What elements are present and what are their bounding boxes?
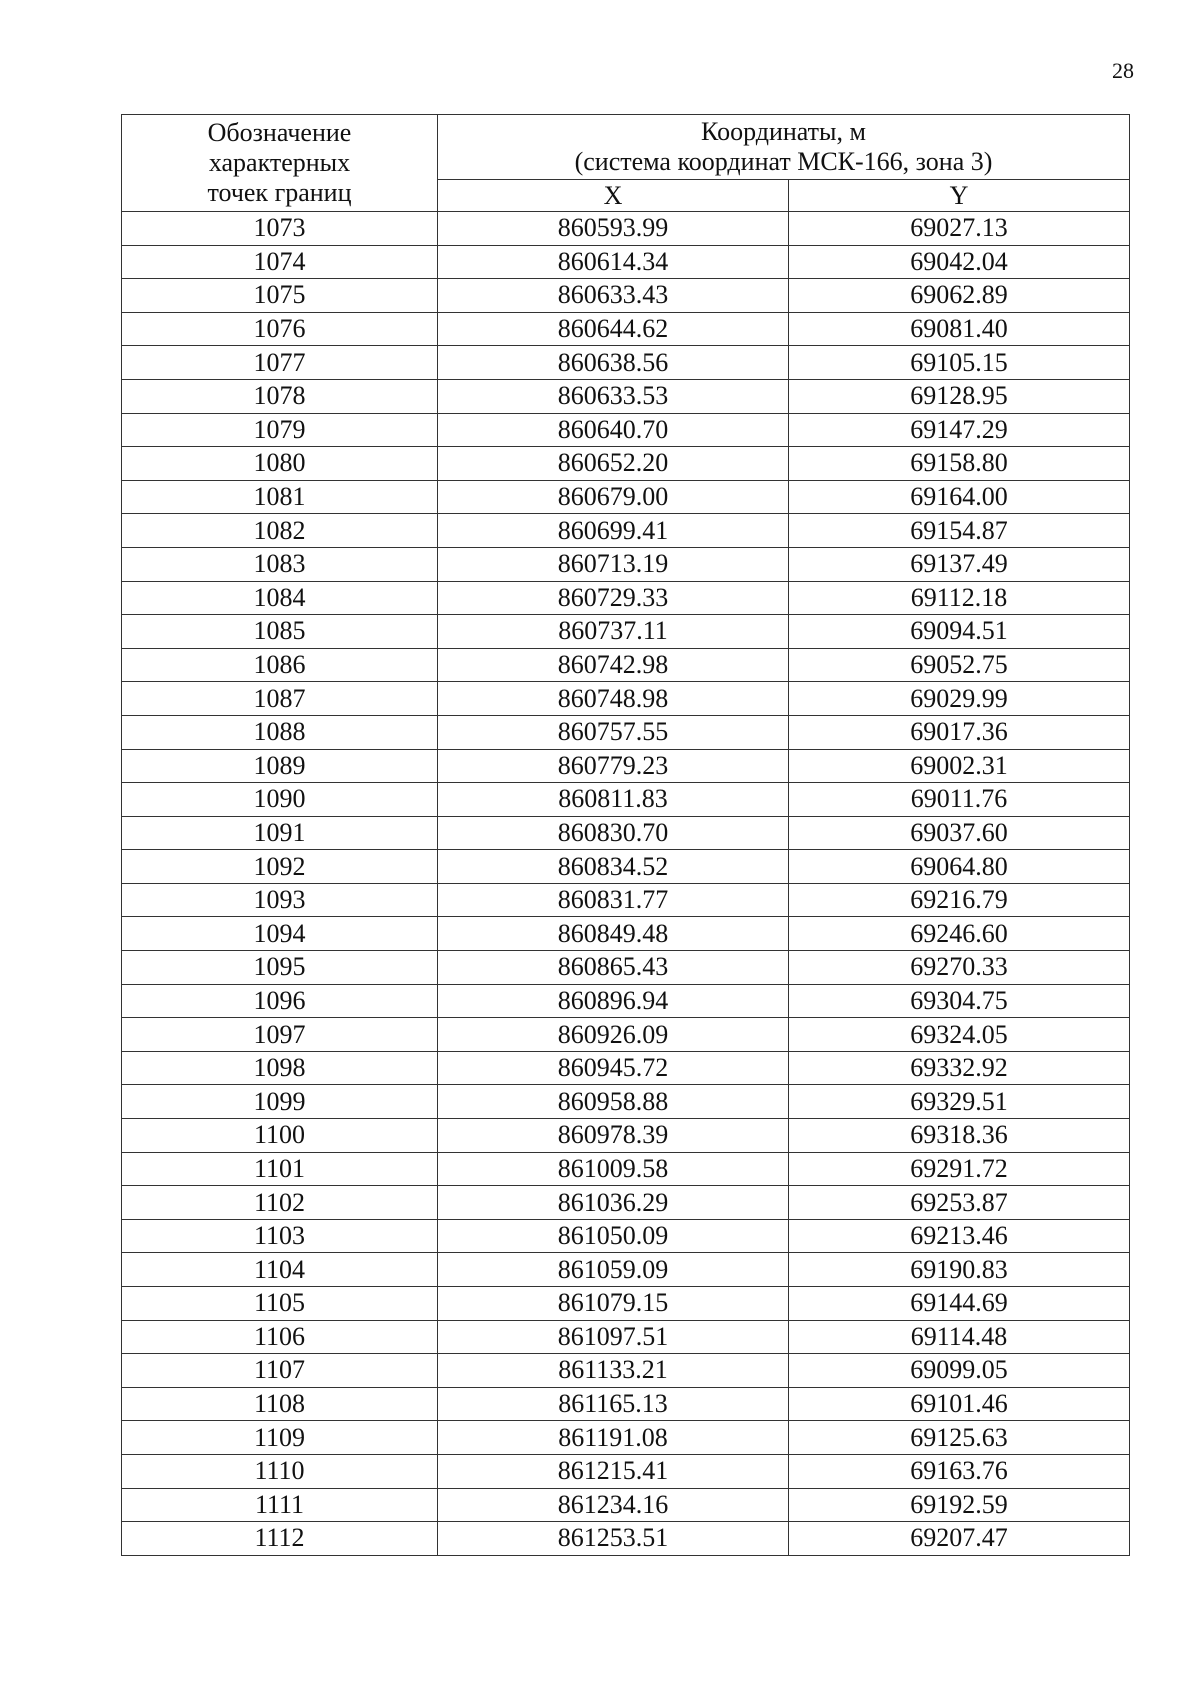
point-id-cell: 1105 bbox=[122, 1287, 438, 1321]
point-id-cell: 1098 bbox=[122, 1051, 438, 1085]
point-id-cell: 1092 bbox=[122, 850, 438, 884]
y-coordinate-cell: 69324.05 bbox=[789, 1018, 1130, 1052]
y-coordinate-cell: 69017.36 bbox=[789, 715, 1130, 749]
point-id-cell: 1093 bbox=[122, 883, 438, 917]
point-id-cell: 1085 bbox=[122, 615, 438, 649]
x-coordinate-cell: 861036.29 bbox=[438, 1186, 789, 1220]
x-coordinate-cell: 861234.16 bbox=[438, 1488, 789, 1522]
point-id-cell: 1112 bbox=[122, 1522, 438, 1556]
point-id-cell: 1110 bbox=[122, 1454, 438, 1488]
designation-header-line-1: Обозначение bbox=[207, 118, 352, 147]
y-coordinate-cell: 69147.29 bbox=[789, 413, 1130, 447]
point-id-cell: 1081 bbox=[122, 480, 438, 514]
x-coordinate-cell: 860926.09 bbox=[438, 1018, 789, 1052]
y-coordinate-cell: 69094.51 bbox=[789, 615, 1130, 649]
y-column-header: Y bbox=[789, 180, 1130, 212]
table-row bbox=[122, 984, 1130, 1018]
table-row bbox=[122, 1186, 1130, 1220]
x-coordinate-cell: 860729.33 bbox=[438, 581, 789, 615]
table-row bbox=[122, 1152, 1130, 1186]
table-row bbox=[122, 279, 1130, 313]
point-id-cell: 1080 bbox=[122, 447, 438, 481]
point-id-cell: 1088 bbox=[122, 715, 438, 749]
table-row bbox=[122, 1387, 1130, 1421]
point-id-cell: 1086 bbox=[122, 648, 438, 682]
y-coordinate-cell: 69137.49 bbox=[789, 547, 1130, 581]
x-coordinate-cell: 860679.00 bbox=[438, 480, 789, 514]
point-id-cell: 1077 bbox=[122, 346, 438, 380]
table-row bbox=[122, 1018, 1130, 1052]
table-row bbox=[122, 917, 1130, 951]
table-row bbox=[122, 715, 1130, 749]
y-coordinate-cell: 69270.33 bbox=[789, 951, 1130, 985]
y-coordinate-cell: 69164.00 bbox=[789, 480, 1130, 514]
point-id-cell: 1089 bbox=[122, 749, 438, 783]
x-coordinate-cell: 860831.77 bbox=[438, 883, 789, 917]
x-coordinate-cell: 861097.51 bbox=[438, 1320, 789, 1354]
y-coordinate-cell: 69125.63 bbox=[789, 1421, 1130, 1455]
point-id-cell: 1101 bbox=[122, 1152, 438, 1186]
x-coordinate-cell: 860638.56 bbox=[438, 346, 789, 380]
x-coordinate-cell: 860742.98 bbox=[438, 648, 789, 682]
point-id-cell: 1094 bbox=[122, 917, 438, 951]
x-column-header: X bbox=[438, 180, 789, 212]
table-row bbox=[122, 1454, 1130, 1488]
x-coordinate-cell: 860757.55 bbox=[438, 715, 789, 749]
coordinates-table bbox=[121, 114, 1130, 1556]
x-coordinate-cell: 860958.88 bbox=[438, 1085, 789, 1119]
x-coordinate-cell: 861050.09 bbox=[438, 1219, 789, 1253]
table-row bbox=[122, 1354, 1130, 1388]
table-row bbox=[122, 413, 1130, 447]
y-coordinate-cell: 69329.51 bbox=[789, 1085, 1130, 1119]
table-row bbox=[122, 648, 1130, 682]
x-coordinate-cell: 860633.53 bbox=[438, 379, 789, 413]
x-coordinate-cell: 860779.23 bbox=[438, 749, 789, 783]
point-id-cell: 1083 bbox=[122, 547, 438, 581]
x-coordinate-cell: 861165.13 bbox=[438, 1387, 789, 1421]
table-row bbox=[122, 615, 1130, 649]
x-coordinate-cell: 860640.70 bbox=[438, 413, 789, 447]
y-coordinate-cell: 69318.36 bbox=[789, 1119, 1130, 1153]
table-row bbox=[122, 850, 1130, 884]
y-coordinate-cell: 69011.76 bbox=[789, 783, 1130, 817]
table-row bbox=[122, 1287, 1130, 1321]
coordinates-header bbox=[438, 115, 1130, 180]
point-id-cell: 1082 bbox=[122, 514, 438, 548]
point-id-cell: 1078 bbox=[122, 379, 438, 413]
point-id-cell: 1091 bbox=[122, 816, 438, 850]
x-coordinate-cell: 860865.43 bbox=[438, 951, 789, 985]
table-header bbox=[122, 115, 1130, 212]
point-id-cell: 1109 bbox=[122, 1421, 438, 1455]
x-coordinate-cell: 861253.51 bbox=[438, 1522, 789, 1556]
x-coordinate-cell: 860811.83 bbox=[438, 783, 789, 817]
point-id-cell: 1074 bbox=[122, 245, 438, 279]
point-id-cell: 1096 bbox=[122, 984, 438, 1018]
table-row bbox=[122, 749, 1130, 783]
y-coordinate-cell: 69064.80 bbox=[789, 850, 1130, 884]
table-row bbox=[122, 1320, 1130, 1354]
y-coordinate-cell: 69042.04 bbox=[789, 245, 1130, 279]
y-coordinate-cell: 69216.79 bbox=[789, 883, 1130, 917]
x-coordinate-cell: 860978.39 bbox=[438, 1119, 789, 1153]
page-number: 28 bbox=[1112, 58, 1134, 83]
designation-header-line-2: характерных bbox=[208, 148, 351, 177]
x-coordinate-cell: 861191.08 bbox=[438, 1421, 789, 1455]
table-row bbox=[122, 1119, 1130, 1153]
x-coordinate-cell: 861215.41 bbox=[438, 1454, 789, 1488]
x-coordinate-cell: 860945.72 bbox=[438, 1051, 789, 1085]
point-id-cell: 1103 bbox=[122, 1219, 438, 1253]
y-coordinate-cell: 69190.83 bbox=[789, 1253, 1130, 1287]
y-coordinate-cell: 69029.99 bbox=[789, 682, 1130, 716]
table-row bbox=[122, 1219, 1130, 1253]
point-id-cell: 1084 bbox=[122, 581, 438, 615]
table-row bbox=[122, 1253, 1130, 1287]
table-body bbox=[122, 212, 1130, 1556]
x-coordinate-cell: 861009.58 bbox=[438, 1152, 789, 1186]
x-coordinate-cell: 861079.15 bbox=[438, 1287, 789, 1321]
x-coordinate-cell: 860748.98 bbox=[438, 682, 789, 716]
x-coordinate-cell: 861059.09 bbox=[438, 1253, 789, 1287]
x-coordinate-cell: 860652.20 bbox=[438, 447, 789, 481]
point-id-cell: 1099 bbox=[122, 1085, 438, 1119]
y-coordinate-cell: 69213.46 bbox=[789, 1219, 1130, 1253]
table-row bbox=[122, 480, 1130, 514]
table-row bbox=[122, 1421, 1130, 1455]
x-coordinate-cell: 860699.41 bbox=[438, 514, 789, 548]
y-coordinate-cell: 69128.95 bbox=[789, 379, 1130, 413]
point-id-cell: 1102 bbox=[122, 1186, 438, 1220]
table-row bbox=[122, 1522, 1130, 1556]
y-coordinate-cell: 69144.69 bbox=[789, 1287, 1130, 1321]
table-row bbox=[122, 581, 1130, 615]
point-id-cell: 1095 bbox=[122, 951, 438, 985]
table-row bbox=[122, 783, 1130, 817]
table-row bbox=[122, 346, 1130, 380]
coordinates-header-subtitle: (система координат МСК-166, зона 3) bbox=[574, 147, 993, 176]
point-id-cell: 1090 bbox=[122, 783, 438, 817]
point-id-cell: 1087 bbox=[122, 682, 438, 716]
point-id-cell: 1073 bbox=[122, 212, 438, 246]
y-coordinate-cell: 69304.75 bbox=[789, 984, 1130, 1018]
y-coordinate-cell: 69253.87 bbox=[789, 1186, 1130, 1220]
x-coordinate-cell: 861133.21 bbox=[438, 1354, 789, 1388]
x-coordinate-cell: 860830.70 bbox=[438, 816, 789, 850]
y-coordinate-cell: 69291.72 bbox=[789, 1152, 1130, 1186]
y-coordinate-cell: 69052.75 bbox=[789, 648, 1130, 682]
x-coordinate-cell: 860614.34 bbox=[438, 245, 789, 279]
table-row bbox=[122, 245, 1130, 279]
x-coordinate-cell: 860896.94 bbox=[438, 984, 789, 1018]
table-row bbox=[122, 312, 1130, 346]
y-coordinate-cell: 69246.60 bbox=[789, 917, 1130, 951]
y-coordinate-cell: 69002.31 bbox=[789, 749, 1130, 783]
designation-header bbox=[122, 115, 438, 212]
coordinates-header-title: Координаты, м bbox=[701, 117, 866, 146]
y-coordinate-cell: 69062.89 bbox=[789, 279, 1130, 313]
table-row bbox=[122, 447, 1130, 481]
table-row bbox=[122, 682, 1130, 716]
table-row bbox=[122, 547, 1130, 581]
x-coordinate-cell: 860849.48 bbox=[438, 917, 789, 951]
table-row bbox=[122, 883, 1130, 917]
table-row bbox=[122, 514, 1130, 548]
y-coordinate-cell: 69332.92 bbox=[789, 1051, 1130, 1085]
y-coordinate-cell: 69192.59 bbox=[789, 1488, 1130, 1522]
point-id-cell: 1079 bbox=[122, 413, 438, 447]
x-coordinate-cell: 860737.11 bbox=[438, 615, 789, 649]
table-row bbox=[122, 212, 1130, 246]
y-coordinate-cell: 69037.60 bbox=[789, 816, 1130, 850]
x-coordinate-cell: 860644.62 bbox=[438, 312, 789, 346]
table-row bbox=[122, 1085, 1130, 1119]
y-coordinate-cell: 69114.48 bbox=[789, 1320, 1130, 1354]
y-coordinate-cell: 69158.80 bbox=[789, 447, 1130, 481]
y-coordinate-cell: 69154.87 bbox=[789, 514, 1130, 548]
point-id-cell: 1100 bbox=[122, 1119, 438, 1153]
x-coordinate-cell: 860633.43 bbox=[438, 279, 789, 313]
designation-header-line-3: точек границ bbox=[207, 178, 352, 207]
point-id-cell: 1107 bbox=[122, 1354, 438, 1388]
point-id-cell: 1075 bbox=[122, 279, 438, 313]
x-coordinate-cell: 860834.52 bbox=[438, 850, 789, 884]
table-row bbox=[122, 1051, 1130, 1085]
y-coordinate-cell: 69105.15 bbox=[789, 346, 1130, 380]
table-row bbox=[122, 816, 1130, 850]
point-id-cell: 1106 bbox=[122, 1320, 438, 1354]
x-coordinate-cell: 860593.99 bbox=[438, 212, 789, 246]
y-coordinate-cell: 69081.40 bbox=[789, 312, 1130, 346]
y-coordinate-cell: 69027.13 bbox=[789, 212, 1130, 246]
point-id-cell: 1108 bbox=[122, 1387, 438, 1421]
y-coordinate-cell: 69163.76 bbox=[789, 1454, 1130, 1488]
table-row bbox=[122, 379, 1130, 413]
table-row bbox=[122, 1488, 1130, 1522]
point-id-cell: 1097 bbox=[122, 1018, 438, 1052]
point-id-cell: 1104 bbox=[122, 1253, 438, 1287]
y-coordinate-cell: 69099.05 bbox=[789, 1354, 1130, 1388]
point-id-cell: 1076 bbox=[122, 312, 438, 346]
y-coordinate-cell: 69207.47 bbox=[789, 1522, 1130, 1556]
y-coordinate-cell: 69101.46 bbox=[789, 1387, 1130, 1421]
y-coordinate-cell: 69112.18 bbox=[789, 581, 1130, 615]
x-coordinate-cell: 860713.19 bbox=[438, 547, 789, 581]
table-row bbox=[122, 951, 1130, 985]
point-id-cell: 1111 bbox=[122, 1488, 438, 1522]
